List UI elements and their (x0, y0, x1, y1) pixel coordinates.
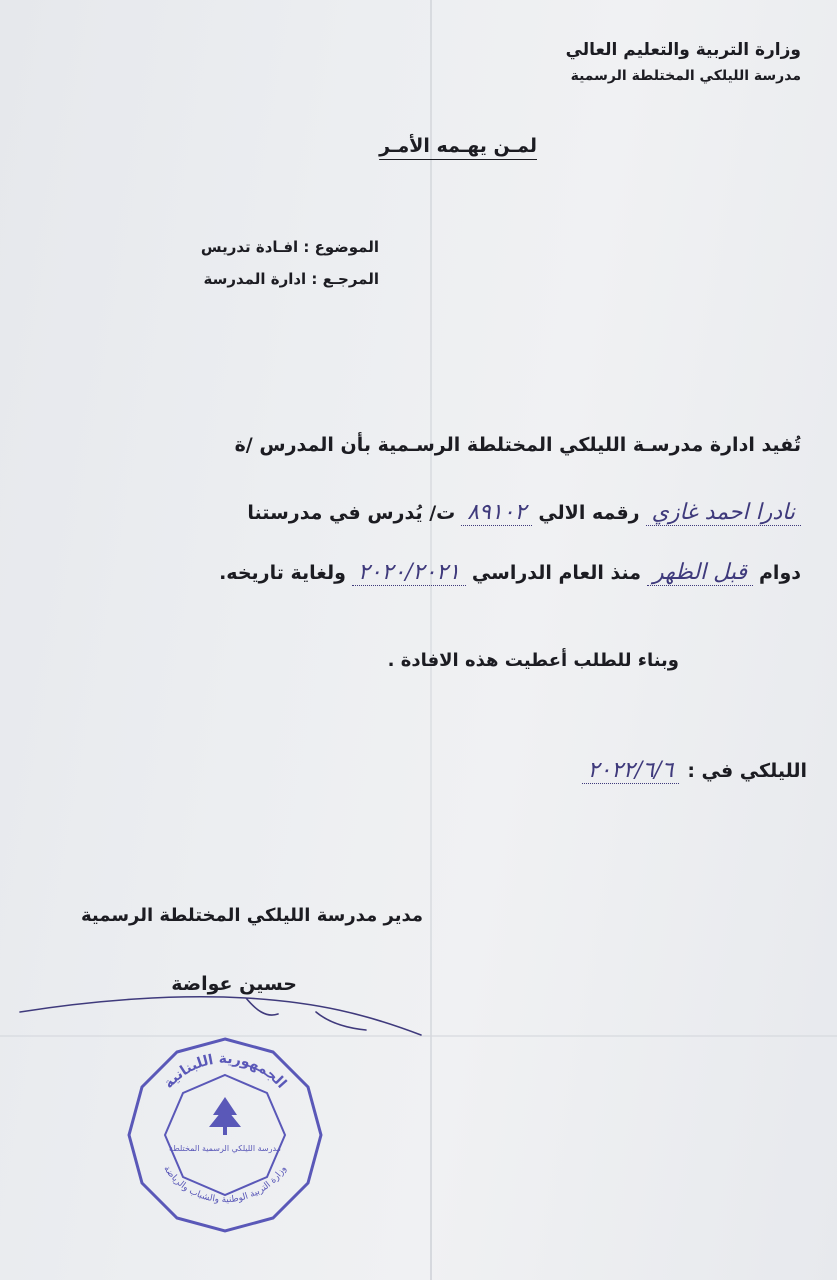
shift-handwritten: قبل الظهر (647, 560, 753, 586)
document-title: لمـن يهـمه الأمـر (379, 135, 537, 157)
teacher-name-handwritten: نادرا احمد غازي (646, 500, 801, 526)
date-line (582, 758, 807, 784)
subject-line (201, 238, 379, 256)
signatory-name: حسين عواضة (171, 973, 297, 995)
body-line-4: وبناء للطلب أعطيت هذه الافادة . (387, 650, 679, 671)
body-line-2-tail: ت/ يُدرس في مدرستنا (247, 502, 456, 524)
stamp-outer-text: الجمهورية اللبنانية (160, 1050, 290, 1092)
svg-text:الجمهورية اللبنانية (161, 1051, 290, 1092)
subject-label: الموضوع : (303, 238, 379, 256)
school-header: مدرسة الليلكي المختلطة الرسمية (570, 68, 801, 84)
id-number-label: رقمه الالي (538, 502, 640, 524)
reference-line (204, 270, 379, 288)
shift-label: دوام (759, 562, 801, 584)
ministry-header: وزارة التربية والتعليم العالي (565, 40, 801, 60)
paper-fold-vertical (430, 0, 432, 1280)
id-number-handwritten: ٨٩١٠٢ (461, 500, 532, 526)
stamp-ministry-text: وزارة التربية الوطنية والشباب والرياضة (161, 1164, 289, 1206)
official-stamp (125, 1035, 325, 1235)
body-line-1: تُفيد ادارة مدرسـة الليلكي المختلطة الرسـمية بأن المدرس /ة (234, 434, 801, 456)
reference-value: ادارة المدرسة (203, 270, 307, 288)
body-line-2 (247, 500, 801, 526)
body-line-3-tail: ولغاية تاريخه. (219, 562, 346, 584)
school-year-handwritten: ٢٠٢٠/٢٠٢١ (352, 560, 466, 586)
cedar-tree-icon (209, 1097, 241, 1135)
body-line-3 (219, 560, 801, 586)
date-label: الليلكي في : (687, 760, 807, 782)
since-label: منذ العام الدراسي (471, 562, 642, 584)
subject-value: افـادة تدريس (200, 238, 299, 256)
stamp-inner-text: مدرسة الليلكي الرسمية المختلطة (169, 1144, 281, 1153)
date-handwritten: ٢٠٢٢/٦/٦ (582, 758, 680, 784)
reference-label: المرجـع : (311, 270, 379, 288)
signatory-title: مدير مدرسة الليلكي المختلطة الرسمية (80, 905, 423, 926)
